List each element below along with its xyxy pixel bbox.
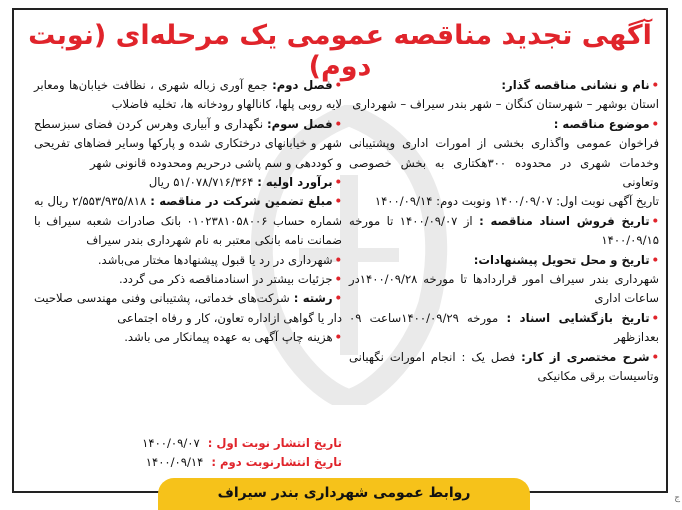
- estimate-text: ۵۱/۰۷۸/۷۱۶/۳۶۴ ریال: [149, 175, 254, 189]
- sale-date-label: تاریخ فروش اسناد مناقصه :: [479, 214, 650, 228]
- subject-text: فراخوان عمومی واگذاری بخشی از امورات اداری وپشتیبانی وخدمات شهری در محدوده ۳۰۰هکتاری به بخش خصوصی وتعاونی: [349, 134, 659, 192]
- chapter-three-label: فصل سوم:: [267, 117, 333, 131]
- print-cost-note: هزینه چاپ آگهی به عهده پیمانکار می باشد.: [124, 330, 332, 344]
- corner-mark: ج: [674, 493, 680, 503]
- field-label: رشته :: [294, 291, 333, 305]
- subject-label: موضوع مناقصه :: [554, 117, 650, 131]
- advert-title: آگهی تجدید مناقصه عمومی یک مرحله‌ای (نوبت دوم): [14, 20, 666, 82]
- organizer-label: نام و نشانی مناقصه گذار:: [501, 78, 649, 92]
- sale-date-text: از ۱۴۰۰/۰۹/۰۷ تا مورخه ۱۴۰۰/۰۹/۱۵: [349, 214, 659, 247]
- chapter-three-text: نگهداری و آبیاری وهرس کردن فضای سبزسطح شهر و خیابانهای درختکاری شده و پارکها وسایر فضاهای تفریحی و کوددهی و سم پاشی درحریم ومحدوده قانونی شهر: [34, 117, 342, 170]
- details-note: جزئیات بیشتر در اسنادمناقصه ذکر می گردد.: [119, 272, 333, 286]
- left-column: •فصل دوم: جمع آوری زباله شهری ، نظافت خیابان‌ها ومعابر لایه روبی پلها، کانالهاو رودخانه ها، تخلیه فاضلاب •فصل سوم: نگهداری و آبیاری وهرس کردن فضای سبزسطح شهر و خیابانهای درختکاری شده و پارکها وسایر فضاهای تفریحی و کوددهی و سم پاشی درحریم ومحدوده قانونی شهر •برآورد اولیه : ۵۱/۰۷۸/۷۱۶/۳۶۴ ریال •مبلغ تضمین شرکت در مناقصه : ۲/۵۵۳/۹۳۵/۸۱۸ ریال به شماره حساب ۰۱۰۲۳۸۱۰۵۸۰۰۶ بانک صادرات شعبه سیراف با ضمانت نامه بانکی معتبر به نام شهرداری بندر سیراف •شهرداری در رد یا قبول پیشنهادها مختار می‌باشد. •جزئیات بیشتر در اسنادمناقصه ذکر می گردد. •رشته : شرکت‌های خدماتی، پشتیبانی وفنی مهندسی صلاحیت دار یا گواهی ازاداره تعاون، کار و رفاه اجتماعی •هزینه چاپ آگهی به عهده پیمانکار می باشد.: [34, 76, 342, 348]
- first-publication-label: تاریخ انتشار نوبت اول :: [208, 434, 342, 453]
- guarantee-text: ۲/۵۵۳/۹۳۵/۸۱۸ ریال به شماره حساب ۰۱۰۲۳۸۱۰۵۸۰۰۶ بانک صادرات شعبه سیراف با ضمانت نامه بانکی معتبر به نام شهرداری بندر سیراف: [34, 194, 342, 247]
- second-publication-label: تاریخ انتشارنوبت دوم :: [211, 453, 342, 472]
- field-text: شرکت‌های خدماتی، پشتیبانی وفنی مهندسی صلاحیت دار یا گواهی ازاداره تعاون، کار و رفاه اجتماعی: [34, 291, 342, 324]
- advert-frame: [12, 8, 668, 493]
- delivery-label: تاریخ و محل تحویل پیشنهادات:: [474, 253, 650, 267]
- opening-label: تاریخ بازگشایی اسناد :: [506, 311, 649, 325]
- work-summary-text: فصل یک : انجام امورات نگهبانی وتاسیسات برقی مکانیکی: [349, 350, 659, 383]
- publication-dates: [34, 434, 342, 472]
- chapter-two-label: فصل دوم:: [272, 78, 332, 92]
- opening-text: مورخه ۱۴۰۰/۰۹/۲۹ساعت ۰۹ بعدازظهر: [349, 311, 659, 344]
- advert-dates: تاریخ آگهی نوبت اول: ۱۴۰۰/۰۹/۰۷ ونوبت دوم: ۱۴۰۰/۰۹/۱۴: [349, 192, 659, 211]
- first-publication-date: ۱۴۰۰/۰۹/۰۷: [142, 434, 200, 453]
- rejection-note: شهرداری در رد یا قبول پیشنهادها مختار می‌باشد.: [98, 253, 333, 267]
- second-publication-date: ۱۴۰۰/۰۹/۱۴: [146, 453, 204, 472]
- right-column: •نام و نشانی مناقصه گذار: استان بوشهر – شهرستان کنگان – شهر بندر سیراف – شهرداری •موضوع مناقصه : فراخوان عمومی واگذاری بخشی از امورات اداری وپشتیبانی وخدمات شهری در محدوده ۳۰۰هکتاری به بخش خصوصی وتعاونی تاریخ آگهی نوبت اول: ۱۴۰۰/۰۹/۰۷ ونوبت دوم: ۱۴۰۰/۰۹/۱۴ •تاریخ فروش اسناد مناقصه : از ۱۴۰۰/۰۹/۰۷ تا مورخه ۱۴۰۰/۰۹/۱۵ •تاریخ و محل تحویل پیشنهادات: شهرداری بندر سیراف امور قراردادها تا مورخه ۱۴۰۰/۰۹/۲۸در ساعات اداری •تاریخ بازگشایی اسناد : مورخه ۱۴۰۰/۰۹/۲۹ساعت ۰۹ بعدازظهر •شرح مختصری از کار: فصل یک : انجام امورات نگهبانی وتاسیسات برقی مکانیکی: [349, 76, 659, 387]
- organizer-text: استان بوشهر – شهرستان کنگان – شهر بندر سیراف – شهرداری: [349, 95, 659, 114]
- guarantee-label: مبلغ تضمین شرکت در مناقصه :: [150, 194, 332, 208]
- delivery-text: شهرداری بندر سیراف امور قراردادها تا مورخه ۱۴۰۰/۰۹/۲۸در ساعات اداری: [349, 270, 659, 309]
- estimate-label: برآورد اولیه :: [257, 175, 332, 189]
- footer-banner: روابط عمومی شهرداری بندر سیراف: [158, 478, 530, 510]
- chapter-two-text: جمع آوری زباله شهری ، نظافت خیابان‌ها ومعابر لایه روبی پلها، کانالهاو رودخانه ها، تخلیه فاضلاب: [34, 78, 342, 111]
- work-summary-label: شرح مختصری از کار:: [521, 350, 649, 364]
